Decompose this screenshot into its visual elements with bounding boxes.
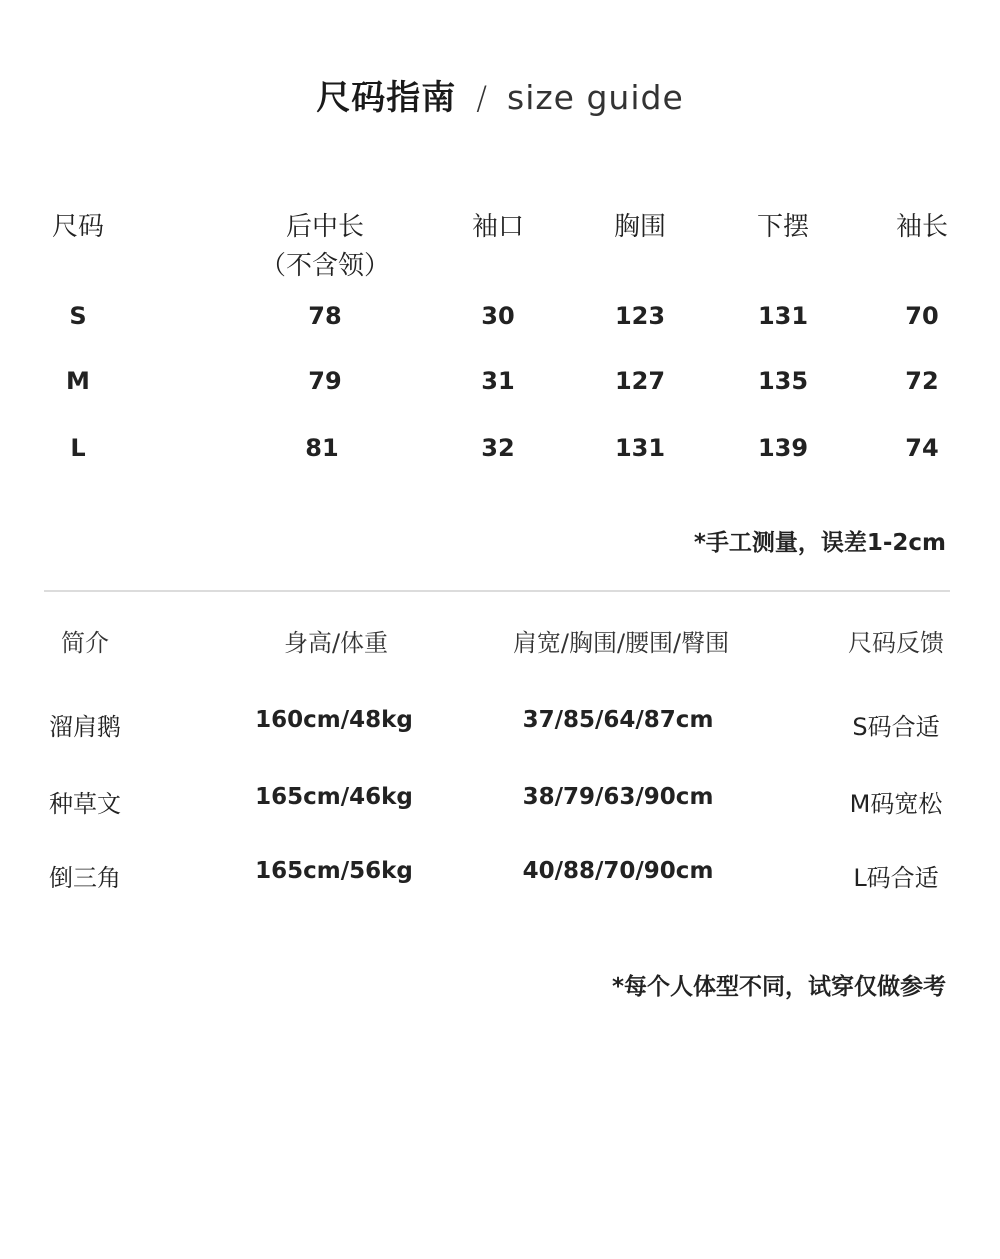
size-cell: S	[69, 302, 87, 330]
header-label: 袖口	[471, 212, 524, 242]
size-cell: 135	[757, 367, 809, 395]
size-cell: 70	[905, 302, 939, 330]
fit-cell: 160cm/48kg	[255, 707, 413, 733]
size-cell: 131	[614, 434, 666, 462]
fit-cell: 165cm/56kg	[255, 858, 413, 884]
size-header-hem	[733, 206, 833, 243]
fit-cell: M码宽松	[849, 790, 943, 818]
title-slash: /	[476, 79, 487, 117]
size-cell: 32	[481, 434, 515, 462]
fit-cell: 种草文	[49, 790, 121, 818]
fit-header-measurements: 肩宽/胸围/腰围/臀围	[512, 629, 730, 657]
header-label: 胸围	[613, 212, 666, 242]
fit-cell: 38/79/63/90cm	[522, 784, 714, 810]
size-cell: 31	[481, 367, 515, 395]
size-cell: 78	[308, 302, 342, 330]
fit-header-feedback: 尺码反馈	[848, 629, 944, 657]
size-cell: 72	[905, 367, 939, 395]
fit-cell: 37/85/64/87cm	[522, 707, 714, 733]
size-cell: M	[66, 367, 90, 395]
header-label: 后中长	[285, 212, 364, 242]
size-cell: 139	[757, 434, 809, 462]
fit-header-profile: 简介	[61, 629, 109, 657]
fit-cell: 40/88/70/90cm	[522, 858, 714, 884]
size-cell: 74	[905, 434, 939, 462]
page-title	[0, 70, 1000, 119]
size-header-back-length	[245, 206, 405, 282]
size-cell: 79	[308, 367, 342, 395]
header-label: 袖长	[895, 212, 948, 242]
fit-cell: L码合适	[853, 864, 939, 892]
header-sublabel: （不含领）	[259, 251, 390, 281]
title-cn: 尺码指南	[316, 78, 457, 118]
fit-cell: S码合适	[852, 713, 940, 741]
fit-cell: 165cm/46kg	[255, 784, 413, 810]
fit-cell: 溜肩鹅	[49, 713, 121, 741]
size-header-cuff	[448, 206, 548, 243]
fit-cell: 倒三角	[49, 864, 121, 892]
size-header-sleeve-length	[872, 206, 972, 243]
header-label: 下摆	[756, 212, 809, 242]
measurement-note: *手工测量，误差1-2cm	[693, 530, 946, 556]
size-header-size	[36, 206, 120, 243]
fit-header-height-weight: 身高/体重	[283, 629, 389, 657]
size-cell: 81	[305, 434, 339, 462]
title-en: size guide	[507, 78, 684, 117]
size-cell: 30	[481, 302, 515, 330]
size-cell: 127	[614, 367, 666, 395]
size-cell: 131	[757, 302, 809, 330]
size-header-chest	[590, 206, 690, 243]
size-cell: L	[70, 434, 86, 462]
size-cell: 123	[614, 302, 666, 330]
fit-note: *每个人体型不同，试穿仅做参考	[611, 974, 946, 1000]
header-label: 尺码	[51, 212, 104, 242]
divider	[44, 590, 950, 592]
